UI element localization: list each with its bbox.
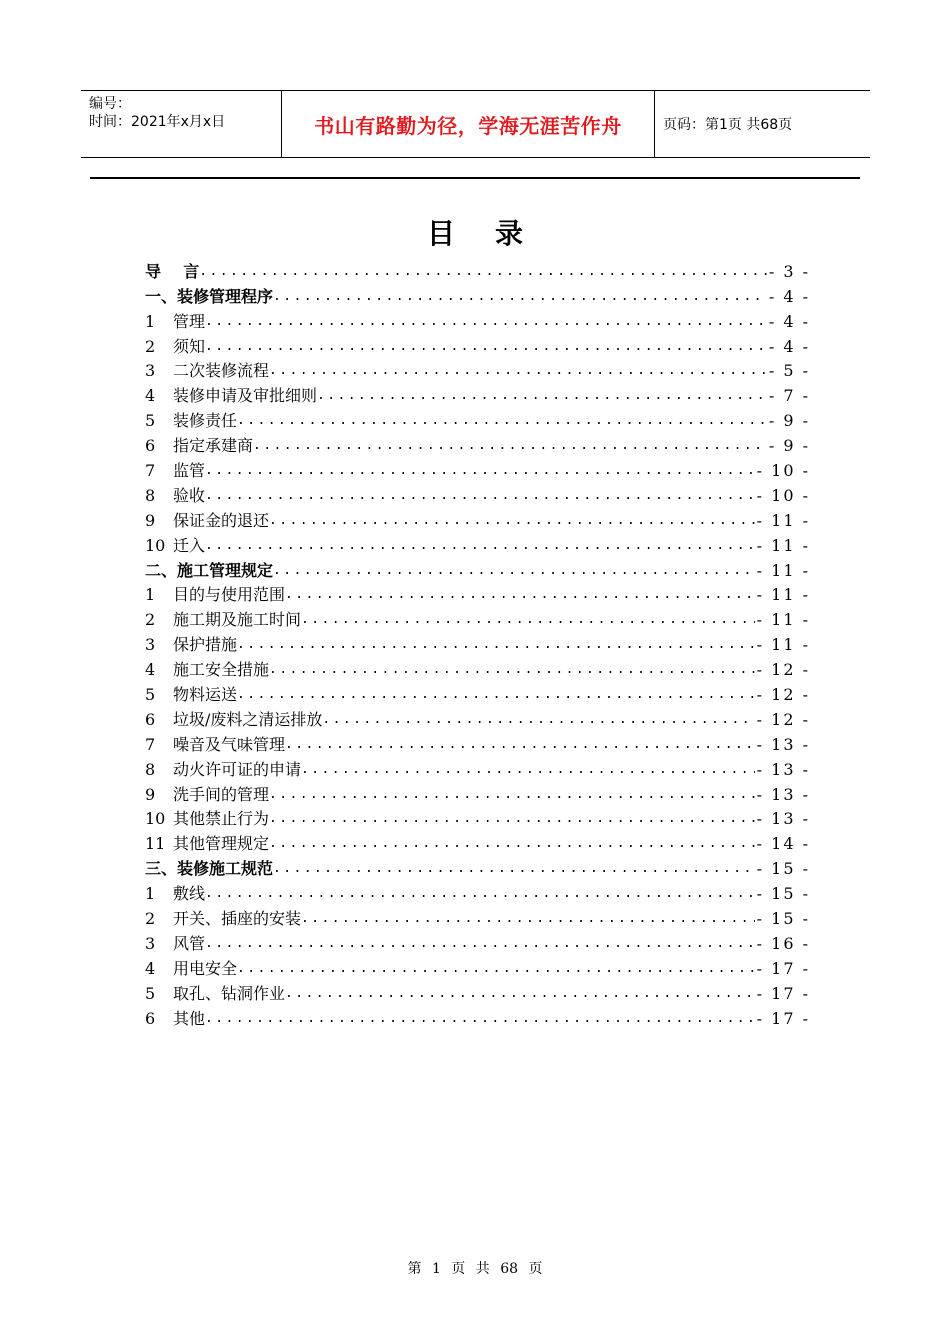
toc-entry-label	[145, 610, 301, 630]
header-divider	[90, 177, 860, 179]
toc-entry-number: 7	[145, 734, 156, 754]
toc-entry-text: 其他	[173, 1008, 206, 1028]
toc-entry-number: 1	[145, 585, 156, 605]
toc-leader-dots	[269, 361, 767, 381]
toc-leader-dots	[205, 486, 755, 506]
toc-entry-number: 11	[145, 834, 166, 854]
toc-entry-label	[145, 809, 269, 829]
toc-entry-text: 二次装修流程	[173, 361, 270, 381]
page-header	[81, 90, 870, 158]
toc-leader-dots	[205, 884, 755, 904]
toc-entry[interactable]	[145, 854, 810, 879]
toc-leader-dots	[237, 959, 755, 979]
toc-entry-text: 敷线	[173, 884, 206, 904]
toc-entry-page: - 9 -	[768, 411, 810, 431]
toc-leader-dots	[322, 710, 754, 730]
toc-entry-label	[145, 984, 285, 1004]
toc-leader-dots	[269, 511, 755, 531]
toc-entry-number: 6	[145, 436, 156, 456]
toc-entry-page: - 12 -	[756, 685, 810, 705]
toc-entry-label	[145, 859, 273, 879]
toc-entry-number: 1	[145, 884, 156, 904]
toc-entry-page: - 4 -	[768, 286, 810, 306]
toc-leader-dots	[237, 685, 755, 705]
toc-entry[interactable]	[145, 307, 810, 332]
toc-leader-dots	[301, 909, 755, 929]
toc-entry-number: 6	[145, 1008, 156, 1028]
toc-entry-text: 保护措施	[173, 635, 238, 655]
toc-leader-dots	[205, 312, 767, 332]
toc-entry-page: - 12 -	[756, 660, 810, 680]
toc-entry-text: 噪音及气味管理	[173, 734, 286, 754]
toc-entry[interactable]	[145, 506, 810, 531]
toc-entry-page: - 12 -	[756, 709, 810, 729]
toc-entry-label	[145, 287, 273, 307]
toc-entry-page: - 14 -	[756, 834, 810, 854]
toc-entry[interactable]	[145, 730, 810, 755]
toc-leader-dots	[285, 585, 755, 605]
toc-entry-page: - 9 -	[768, 436, 810, 456]
toc-entry-number: 7	[145, 461, 156, 481]
toc-entry-text: 其他禁止行为	[173, 809, 270, 829]
toc-entry-number: 8	[145, 759, 156, 779]
toc-entry-number: 4	[145, 386, 156, 406]
toc-entry-label	[145, 884, 205, 904]
toc-entry[interactable]	[145, 456, 810, 481]
toc-entry[interactable]	[145, 630, 810, 655]
toc-entry-page: - 13 -	[756, 759, 810, 779]
toc-entry-page: - 11 -	[756, 585, 810, 605]
toc-entry-text: 动火许可证的申请	[173, 759, 302, 779]
toc-leader-dots	[205, 461, 755, 481]
toc-entry-page: - 16 -	[756, 933, 810, 953]
toc-entry-label	[145, 511, 269, 531]
toc-entry-label	[145, 312, 205, 332]
toc-entry[interactable]	[145, 904, 810, 929]
toc-entry[interactable]	[145, 581, 810, 606]
toc-entry-page: - 13 -	[756, 809, 810, 829]
toc-leader-dots	[205, 934, 755, 954]
toc-entry-label	[145, 735, 285, 755]
toc-entry[interactable]	[145, 755, 810, 780]
toc-entry-text: 目的与使用范围	[173, 585, 286, 605]
toc-leader-dots	[205, 337, 767, 357]
toc-leader-dots	[269, 785, 755, 805]
toc-entry[interactable]	[145, 481, 810, 506]
toc-leader-dots	[273, 859, 755, 879]
toc-entry-label	[145, 685, 237, 705]
toc-entry[interactable]	[145, 406, 810, 431]
toc-entry[interactable]	[145, 282, 810, 307]
toc-entry-page: - 15 -	[756, 909, 810, 929]
toc-entry-label	[145, 436, 253, 456]
toc-entry-page: - 13 -	[756, 784, 810, 804]
toc-entry-label	[145, 834, 269, 854]
toc-entry[interactable]	[145, 929, 810, 954]
toc-entry-page: - 11 -	[756, 510, 810, 530]
toc-entry-label	[145, 909, 301, 929]
toc-entry-label	[145, 361, 269, 381]
toc-entry-text: 监管	[173, 461, 206, 481]
toc-title: 目录	[426, 217, 563, 250]
toc-leader-dots	[269, 834, 755, 854]
toc-entry-label	[145, 337, 205, 357]
toc-entry-label	[145, 660, 269, 680]
toc-entry-number: 2	[145, 909, 156, 929]
toc-leader-dots	[205, 536, 755, 556]
toc-entry[interactable]	[145, 829, 810, 854]
toc-entry-page: - 15 -	[756, 884, 810, 904]
toc-leader-dots	[317, 386, 767, 406]
toc-entry-text: 二、施工管理规定	[145, 560, 274, 580]
page-footer: 第 1 页 共 68 页	[407, 1261, 543, 1277]
toc-entry-number: 9	[145, 510, 156, 530]
toc-entry-text: 保证金的退还	[173, 510, 270, 530]
toc-entry-text: 装修责任	[173, 411, 238, 431]
toc-entry-text: 取孔、钻洞作业	[173, 983, 286, 1003]
toc-entry-page: - 10 -	[756, 485, 810, 505]
toc-entry[interactable]	[145, 805, 810, 830]
header-motto: 书山有路勤为径，学海无涯苦作舟	[281, 91, 655, 157]
toc-entry-page: - 4 -	[768, 336, 810, 356]
toc-entry-text: 用电安全	[173, 958, 238, 978]
toc-entry-label	[145, 461, 205, 481]
toc-entry-number: 2	[145, 336, 156, 356]
toc-entry-text: 验收	[173, 485, 206, 505]
toc-entry-number: 6	[145, 709, 156, 729]
toc-entry[interactable]	[145, 431, 810, 456]
toc-entry-text: 指定承建商	[173, 436, 254, 456]
toc-entry-text: 三、装修施工规范	[145, 859, 274, 879]
document-time-label: 时间：2021年x月x日	[89, 114, 226, 130]
toc-entry-label	[145, 934, 205, 954]
toc-entry-text: 一、装修管理程序	[145, 286, 274, 306]
toc-entry-label	[145, 710, 322, 730]
toc-entry-label	[145, 785, 269, 805]
toc-entry[interactable]	[145, 954, 810, 979]
toc-entry-label	[145, 386, 317, 406]
toc-entry-number: 3	[145, 361, 156, 381]
toc-entry-label	[145, 536, 205, 556]
toc-entry-page: - 11 -	[756, 560, 810, 580]
document-number-label: 编号：	[89, 96, 131, 112]
toc-entry-number: 9	[145, 784, 156, 804]
toc-entry-text: 风管	[173, 933, 206, 953]
toc-entry-page: - 3 -	[768, 261, 810, 281]
toc-entry-number: 3	[145, 635, 156, 655]
toc-entry-number: 2	[145, 610, 156, 630]
toc-entry[interactable]	[145, 979, 810, 1004]
toc-entry[interactable]	[145, 1004, 810, 1029]
toc-entry-number: 5	[145, 411, 156, 431]
toc-entry[interactable]	[145, 655, 810, 680]
toc-entry-number: 5	[145, 685, 156, 705]
toc-entry[interactable]	[145, 332, 810, 357]
toc-entry-text: 导 言	[145, 261, 200, 281]
toc-entry-text: 迁入	[173, 535, 206, 555]
toc-entry-text: 施工期及施工时间	[173, 610, 302, 630]
header-page-info: 页码：第1页 共68页	[663, 117, 793, 133]
toc-entry[interactable]	[145, 680, 810, 705]
toc-entry[interactable]	[145, 531, 810, 556]
toc-entry-page: - 17 -	[756, 958, 810, 978]
toc-entry-page: - 7 -	[768, 386, 810, 406]
toc-leader-dots	[273, 561, 755, 581]
toc-leader-dots	[237, 411, 767, 431]
table-of-contents	[145, 257, 810, 1029]
toc-entry-label	[145, 585, 285, 605]
toc-entry-label	[145, 262, 199, 282]
toc-entry-page: - 10 -	[756, 461, 810, 481]
toc-entry-page: - 5 -	[768, 361, 810, 381]
toc-leader-dots	[269, 809, 755, 829]
toc-entry[interactable]	[145, 879, 810, 904]
toc-entry-number: 5	[145, 983, 156, 1003]
toc-leader-dots	[269, 660, 755, 680]
toc-leader-dots	[273, 287, 767, 307]
toc-entry-page: - 15 -	[756, 859, 810, 879]
toc-leader-dots	[237, 635, 755, 655]
toc-entry-number: 1	[145, 311, 156, 331]
toc-entry-text: 物料运送	[173, 685, 238, 705]
toc-entry-number: 8	[145, 485, 156, 505]
toc-entry-number: 4	[145, 958, 156, 978]
toc-entry-page: - 11 -	[756, 610, 810, 630]
toc-entry-text: 开关、插座的安装	[173, 909, 302, 929]
toc-entry-text: 施工安全措施	[173, 660, 270, 680]
toc-entry[interactable]	[145, 705, 810, 730]
toc-leader-dots	[301, 760, 755, 780]
toc-entry[interactable]	[145, 605, 810, 630]
toc-entry-text: 须知	[173, 336, 206, 356]
toc-entry-label	[145, 486, 205, 506]
toc-entry-text: 装修申请及审批细则	[173, 386, 318, 406]
toc-leader-dots	[205, 1009, 755, 1029]
toc-entry-page: - 13 -	[756, 734, 810, 754]
toc-entry-number: 3	[145, 933, 156, 953]
toc-leader-dots	[285, 735, 755, 755]
toc-entry-page: - 17 -	[756, 983, 810, 1003]
toc-entry-page: - 17 -	[756, 1008, 810, 1028]
toc-leader-dots	[199, 262, 767, 282]
toc-entry-number: 4	[145, 660, 156, 680]
toc-entry-number: 10	[145, 809, 166, 829]
toc-entry-number: 10	[145, 535, 166, 555]
toc-entry-page: - 4 -	[768, 311, 810, 331]
toc-entry-text: 垃圾/废料之清运排放	[173, 709, 323, 729]
toc-entry-text: 管理	[173, 311, 206, 331]
toc-entry-page: - 11 -	[756, 535, 810, 555]
toc-entry[interactable]	[145, 381, 810, 406]
toc-entry[interactable]	[145, 357, 810, 382]
toc-entry-label	[145, 959, 237, 979]
toc-entry-label	[145, 1009, 205, 1029]
toc-entry-text: 洗手间的管理	[173, 784, 270, 804]
toc-leader-dots	[253, 436, 767, 456]
toc-leader-dots	[301, 610, 755, 630]
toc-entry[interactable]	[145, 257, 810, 282]
toc-entry[interactable]	[145, 556, 810, 581]
toc-entry[interactable]	[145, 780, 810, 805]
toc-entry-label	[145, 561, 273, 581]
toc-leader-dots	[285, 984, 755, 1004]
toc-entry-page: - 11 -	[756, 635, 810, 655]
toc-entry-label	[145, 411, 237, 431]
header-meta	[81, 91, 281, 157]
toc-entry-label	[145, 760, 301, 780]
toc-entry-text: 其他管理规定	[173, 834, 270, 854]
toc-entry-label	[145, 635, 237, 655]
